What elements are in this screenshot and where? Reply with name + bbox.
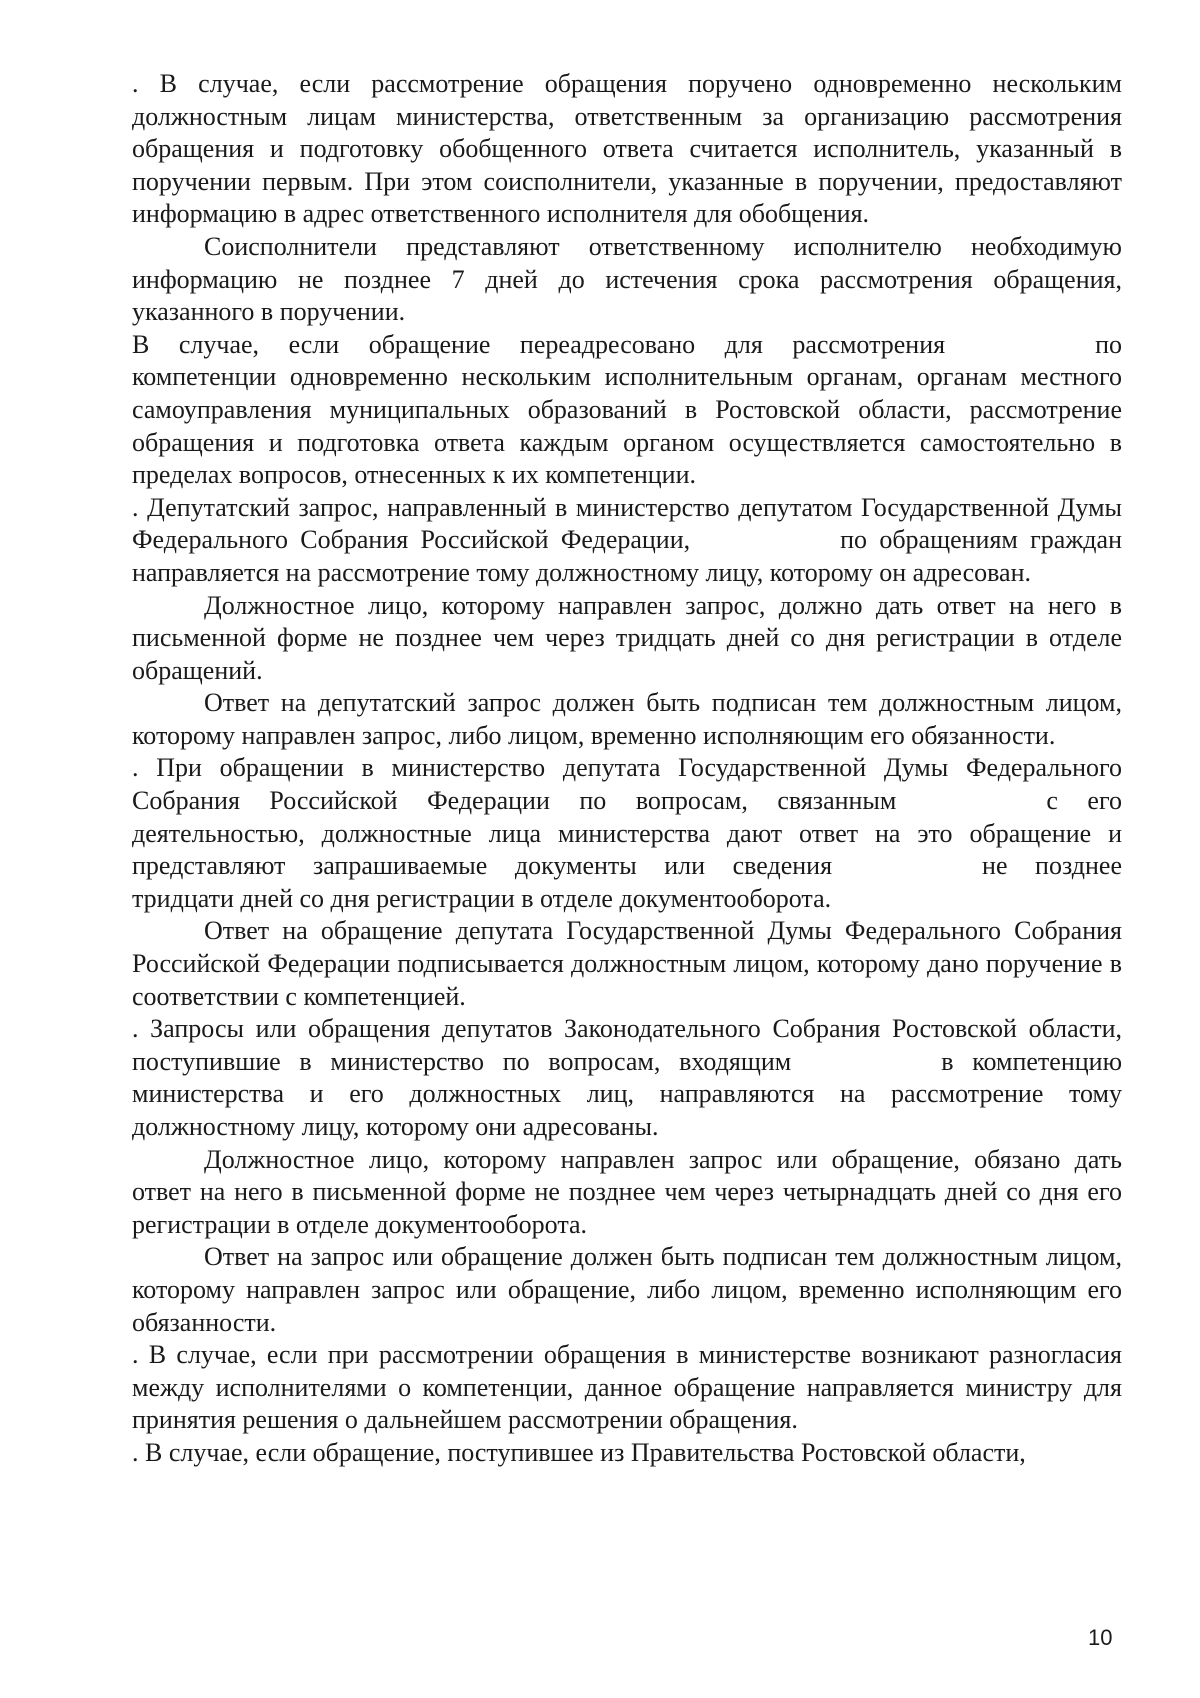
paragraph: Должностное лицо, которому направлен запрос или обращение, обязано дать ответ на него в письменной форме не позднее чем через четырнадцать дней со дня его регистрации в отделе документооборота. (132, 1144, 1122, 1239)
paragraph: Ответ на депутатский запрос должен быть подписан тем должностным лицом, которому направлен запрос, либо лицом, временно исполняющим его обязанности. (132, 688, 1122, 750)
paragraph (132, 1013, 1122, 1143)
text-segment: . Запросы или обращения депутатов Законодательного Собрания Ростовской области, поступившие в министерство по вопросам, входящим (132, 1014, 1122, 1076)
document-body (132, 68, 1122, 1470)
paragraph (132, 329, 1122, 492)
text-segment: В случае, если обращение переадресовано для рассмотрения (132, 329, 946, 359)
paragraph: Соисполнители представляют ответственному исполнителю необходимую информацию не позднее 7 дней до истечения срока рассмотрения обращения, указанного в поручении. (132, 231, 1122, 327)
text-segment: . При обращении в министерство депутата Государственной Думы Федерального Собрания Российской Федерации по вопросам, связанным (132, 753, 1122, 816)
paragraph: Ответ на обращение депутата Государственной Думы Федерального Собрания Российской Федерации подписывается должностным лицом, которому дано поручение в соответствии с компетенцией. (132, 916, 1122, 1011)
paragraph: . В случае, если рассмотрение обращения поручено одновременно нескольким должностным лицам министерства, ответственным за организацию рассмотрения обращения и подготовку обобщенного ответа считается исполнитель, указанный в поручении первым. При этом соисполнители, указанные в поручении, предоставляют информацию в адрес ответственного исполнителя для обобщения. (132, 69, 1122, 229)
text-segment: . Депутатский запрос, направленный в министерство депутатом Государственной Думы Федерального Собрания Российской Федерации, (132, 492, 1122, 555)
paragraph: . В случае, если обращение, поступившее из Правительства Ростовской области, (132, 1437, 1026, 1467)
text-segment: не позднее тридцати дней со дня регистрации в отделе документооборота. (132, 851, 1122, 913)
text-segment: в компетенцию министерства и его должностных лиц, направляются на рассмотрение тому должностному лицу, которому они адресованы. (132, 1046, 1122, 1141)
text-segment: по обращениям граждан направляется на рассмотрение тому должностному лицу, которому он адресован. (132, 525, 1122, 587)
text-segment: по компетенции одновременно нескольким исполнительным органам, органам местного самоуправления муниципальных образований в Ростовской области, рассмотрение обращения и подготовка ответа каждым органом осуществляется самостоятельно в пределах вопросов, отнесенных к их компетенции. (132, 329, 1122, 490)
page-number: 10 (1088, 1625, 1113, 1650)
paragraph: . В случае, если при рассмотрении обращения в министерстве возникают разногласия между исполнителями о компетенции, данное обращение направляется министру для принятия решения о дальнейшем рассмотрении обращения. (132, 1340, 1122, 1435)
paragraph (132, 492, 1122, 590)
paragraph: Должностное лицо, которому направлен запрос, должно дать ответ на него в письменной форме не позднее чем через тридцать дней со дня регистрации в отделе обращений. (132, 590, 1122, 685)
paragraph: Ответ на запрос или обращение должен быть подписан тем должностным лицом, которому направлен запрос или обращение, либо лицом, временно исполняющим его обязанности. (132, 1242, 1122, 1337)
text-segment: с его деятельностью, должностные лица министерства дают ответ на это обращение и представляют запрашиваемые документы или сведения (132, 786, 1122, 881)
paragraph (132, 752, 1122, 915)
